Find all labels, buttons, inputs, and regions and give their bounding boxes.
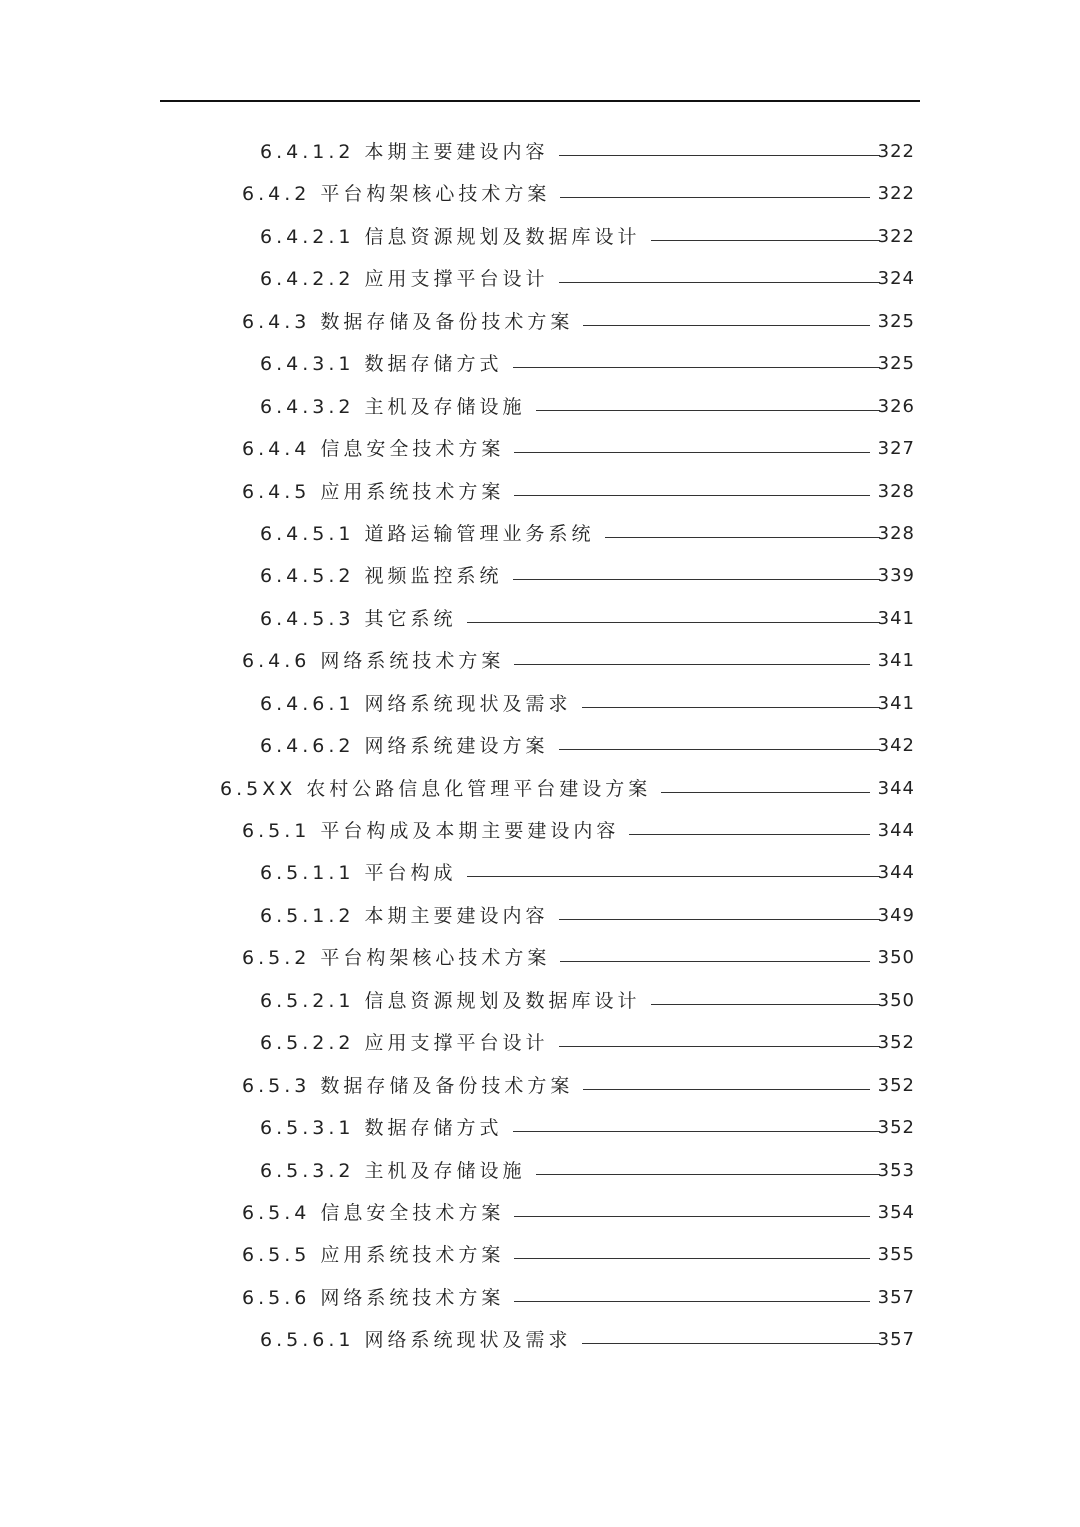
toc-entry-title: 6.5.6 网络系统技术方案 (242, 1286, 505, 1309)
toc-entry-page-number: 327 (877, 438, 915, 460)
toc-entry-page-number: 341 (877, 650, 915, 672)
toc-entry-title: 6.4.3 数据存储及备份技术方案 (242, 310, 574, 333)
toc-entry[interactable] (0, 1319, 1080, 1361)
toc-leader-line (513, 1131, 880, 1132)
toc-entry-title: 6.5.2.1 信息资源规划及数据库设计 (260, 989, 641, 1012)
toc-entry-page-number: 339 (877, 565, 915, 587)
toc-entry-page-number: 355 (877, 1244, 915, 1266)
toc-entry-title: 6.5.1.2 本期主要建设内容 (260, 904, 549, 927)
toc-entry-page-number: 325 (877, 310, 915, 332)
toc-entry-title: 6.5.3 数据存储及备份技术方案 (242, 1074, 574, 1097)
toc-leader-line (536, 410, 880, 411)
toc-entry-page-number: 357 (877, 1286, 915, 1308)
toc-entry[interactable] (0, 131, 1080, 173)
toc-entry-page-number: 328 (877, 522, 915, 544)
table-of-contents (0, 131, 1080, 1362)
toc-entry[interactable] (0, 852, 1080, 894)
toc-entry[interactable] (0, 1192, 1080, 1234)
toc-entry[interactable] (0, 895, 1080, 937)
toc-entry-page-number: 324 (877, 268, 915, 290)
toc-entry-title: 6.4.1.2 本期主要建设内容 (260, 141, 549, 163)
toc-entry-title: 6.4.2 平台构架核心技术方案 (242, 183, 551, 206)
toc-entry-title: 6.5.5 应用系统技术方案 (242, 1244, 505, 1267)
toc-entry[interactable] (0, 1150, 1080, 1192)
toc-entry-title: 6.4.2.1 信息资源规划及数据库设计 (260, 225, 641, 248)
toc-leader-line (559, 1046, 880, 1047)
toc-entry-title: 6.4.4 信息安全技术方案 (242, 438, 505, 461)
toc-leader-line (513, 579, 880, 580)
toc-entry-title: 6.5.2.2 应用支撑平台设计 (260, 1032, 549, 1055)
toc-entry[interactable] (0, 471, 1080, 513)
toc-entry-page-number: 352 (877, 1032, 915, 1054)
toc-entry[interactable] (0, 768, 1080, 810)
toc-entry-page-number: 341 (877, 692, 915, 714)
toc-entry-title: 6.4.5.3 其它系统 (260, 607, 457, 630)
toc-entry-page-number: 322 (877, 141, 915, 162)
toc-entry-page-number: 357 (877, 1329, 915, 1351)
toc-entry-page-number: 352 (877, 1074, 915, 1096)
toc-entry-page-number: 342 (877, 735, 915, 757)
toc-entry-page-number: 322 (877, 183, 915, 205)
toc-entry-page-number: 341 (877, 607, 915, 629)
toc-leader-line (467, 622, 880, 623)
toc-entry-title: 6.5.1 平台构成及本期主要建设内容 (242, 820, 620, 842)
toc-entry-page-number: 325 (877, 353, 915, 375)
toc-leader-line (559, 282, 880, 283)
toc-entry[interactable] (0, 258, 1080, 300)
toc-entry-page-number: 350 (877, 947, 915, 969)
toc-entry-title: 6.5.4 信息安全技术方案 (242, 1201, 505, 1224)
toc-entry[interactable] (0, 301, 1080, 343)
toc-entry-title: 6.4.5 应用系统技术方案 (242, 480, 505, 503)
toc-leader-line (514, 1216, 870, 1217)
toc-leader-line (559, 155, 880, 156)
toc-entry[interactable] (0, 1107, 1080, 1149)
toc-entry[interactable] (0, 725, 1080, 767)
toc-leader-line (514, 664, 870, 665)
toc-leader-line (582, 1343, 880, 1344)
toc-leader-line (536, 1174, 880, 1175)
toc-entry[interactable] (0, 513, 1080, 555)
toc-entry-page-number: 344 (877, 777, 915, 799)
toc-leader-line (514, 495, 870, 496)
toc-entry-page-number: 326 (877, 395, 915, 417)
toc-entry-page-number: 344 (877, 862, 915, 884)
toc-entry-title: 6.5.2 平台构架核心技术方案 (242, 947, 551, 970)
toc-leader-line (583, 325, 870, 326)
toc-leader-line (560, 961, 870, 962)
toc-entry[interactable] (0, 937, 1080, 979)
toc-leader-line (583, 1089, 870, 1090)
toc-leader-line (514, 1301, 870, 1302)
toc-entry-title: 6.4.2.2 应用支撑平台设计 (260, 268, 549, 291)
toc-entry[interactable] (0, 640, 1080, 682)
toc-entry-page-number: 353 (877, 1159, 915, 1181)
toc-entry[interactable] (0, 1065, 1080, 1107)
toc-entry-title: 6.5.1.1 平台构成 (260, 862, 457, 885)
toc-entry[interactable] (0, 1234, 1080, 1276)
toc-entry-page-number: 354 (877, 1201, 915, 1223)
toc-entry-page-number: 328 (877, 480, 915, 502)
toc-entry[interactable] (0, 555, 1080, 597)
toc-entry[interactable] (0, 683, 1080, 725)
toc-leader-line (651, 1004, 880, 1005)
toc-entry-page-number: 344 (877, 820, 915, 841)
toc-leader-line (651, 240, 880, 241)
toc-leader-line (559, 749, 880, 750)
toc-entry-page-number: 350 (877, 989, 915, 1011)
toc-leader-line (605, 537, 880, 538)
toc-entry-title: 6.4.6 网络系统技术方案 (242, 650, 505, 673)
toc-entry-title: 6.4.6.2 网络系统建设方案 (260, 735, 549, 758)
toc-leader-line (559, 919, 880, 920)
toc-leader-line (514, 452, 870, 453)
toc-entry-title: 6.4.3.1 数据存储方式 (260, 353, 503, 376)
toc-leader-line (560, 197, 870, 198)
toc-leader-line (629, 834, 870, 835)
toc-leader-line (582, 707, 880, 708)
header-rule (160, 100, 920, 102)
toc-entry-page-number: 349 (877, 904, 915, 926)
toc-entry[interactable] (0, 428, 1080, 470)
toc-entry-title: 6.4.6.1 网络系统现状及需求 (260, 692, 572, 715)
toc-entry-page-number: 352 (877, 1117, 915, 1139)
toc-entry[interactable] (0, 173, 1080, 215)
toc-entry-title: 6.4.3.2 主机及存储设施 (260, 395, 526, 418)
toc-entry[interactable] (0, 1022, 1080, 1064)
toc-leader-line (661, 792, 870, 793)
toc-entry[interactable] (0, 1277, 1080, 1319)
toc-entry[interactable] (0, 810, 1080, 852)
toc-entry[interactable] (0, 598, 1080, 640)
toc-entry-title: 6.5.6.1 网络系统现状及需求 (260, 1329, 572, 1352)
toc-entry-page-number: 322 (877, 225, 915, 247)
toc-leader-line (467, 876, 880, 877)
toc-entry-title: 6.4.5.1 道路运输管理业务系统 (260, 522, 595, 545)
toc-entry-title: 6.5.3.1 数据存储方式 (260, 1117, 503, 1140)
toc-entry-title: 6.5XX 农村公路信息化管理平台建设方案 (220, 777, 652, 800)
toc-entry[interactable] (0, 386, 1080, 428)
toc-leader-line (514, 1258, 870, 1259)
toc-entry[interactable] (0, 216, 1080, 258)
toc-leader-line (513, 367, 880, 368)
toc-entry-title: 6.5.3.2 主机及存储设施 (260, 1159, 526, 1182)
toc-entry[interactable] (0, 343, 1080, 385)
toc-entry-title: 6.4.5.2 视频监控系统 (260, 565, 503, 588)
toc-entry[interactable] (0, 980, 1080, 1022)
